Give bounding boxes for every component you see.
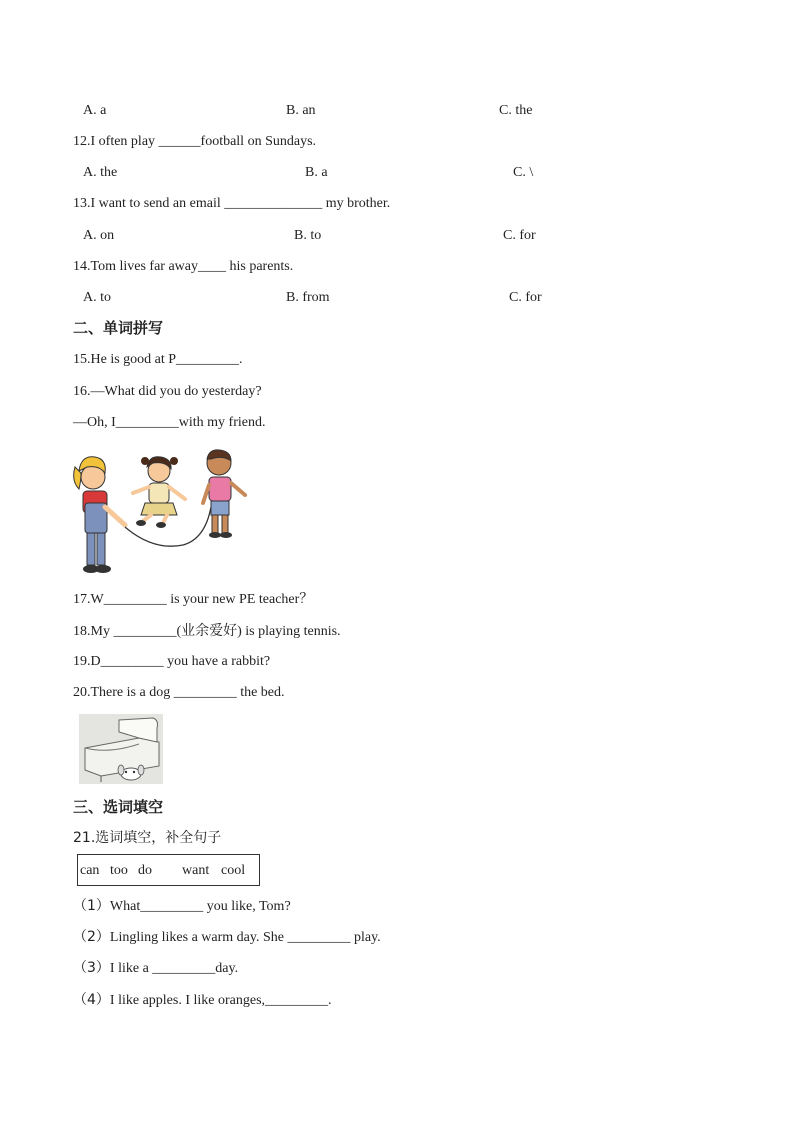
section-2-heading: 二、单词拼写 <box>73 319 164 337</box>
q14-option-b: B. from <box>286 290 330 305</box>
q13-stem: 13.I want to send an email ______________ my brother. <box>73 196 391 211</box>
q13-option-b: B. to <box>294 228 322 243</box>
q21-item-1 <box>73 897 291 916</box>
q21-item-number: （2） <box>73 929 110 945</box>
girl-holding-rope <box>74 457 125 573</box>
q21-item-number: （3） <box>73 960 110 976</box>
section-3-heading: 三、选词填空 <box>73 798 164 816</box>
q13-option-a: A. on <box>83 228 115 243</box>
q12-option-b: B. a <box>305 165 328 180</box>
jump-rope-picture <box>73 447 251 577</box>
q21-item-text: What_________ you like, Tom? <box>109 899 291 914</box>
q13-option-c: C. for <box>503 228 536 243</box>
q11-option-b: B. an <box>286 103 316 118</box>
q14-option-a: A. to <box>83 290 111 305</box>
q18-stem <box>73 622 341 641</box>
word-bank-item: can <box>80 863 100 878</box>
q12-stem: 12.I often play ______football on Sundays. <box>73 134 317 149</box>
q18-text-start: 18.My _________( <box>73 624 182 639</box>
boy-holding-rope <box>203 450 245 538</box>
q21-item-text: I like a _________day. <box>109 961 239 976</box>
q19-stem: 19.D_________ you have a rabbit? <box>73 654 271 669</box>
q15-stem: 15.He is good at P_________. <box>73 352 243 367</box>
q18-hint: 业余爱好 <box>181 623 238 639</box>
q14-option-c: C. for <box>509 290 542 305</box>
q21-item-2 <box>73 928 381 947</box>
word-bank-item: too <box>110 863 128 878</box>
q21-item-text: Lingling likes a warm day. She _________ play. <box>109 930 381 945</box>
q21-item-3 <box>73 959 238 978</box>
word-bank-item: do <box>138 863 152 878</box>
word-bank-box <box>77 854 260 886</box>
q21-item-text: I like apples. I like oranges,_________. <box>109 993 332 1008</box>
q21-instruction: 21.选词填空，补全句子 <box>73 830 222 846</box>
q12-option-a: A. the <box>83 165 118 180</box>
q21-item-number: （1） <box>73 898 110 914</box>
dog-under-bed-picture <box>79 714 163 784</box>
q20-stem: 20.There is a dog _________ the bed. <box>73 685 285 700</box>
q17-stem: 17.W_________ is your new PE teacher？ <box>73 592 314 607</box>
q16-answer: —Oh, I_________with my friend. <box>73 415 266 430</box>
q18-text-end: ) is playing tennis. <box>237 624 341 639</box>
q12-option-c: C. \ <box>513 165 534 180</box>
girl-jumping <box>133 457 185 528</box>
q21-item-4 <box>73 991 332 1010</box>
q11-option-a: A. a <box>83 103 107 118</box>
word-bank-item: want <box>182 863 210 878</box>
q14-stem: 14.Tom lives far away____ his parents. <box>73 259 294 274</box>
q21-item-number: （4） <box>73 992 110 1008</box>
q11-option-c: C. the <box>499 103 533 118</box>
word-bank-item: cool <box>221 863 246 878</box>
q16-question: 16.—What did you do yesterday? <box>73 384 262 399</box>
